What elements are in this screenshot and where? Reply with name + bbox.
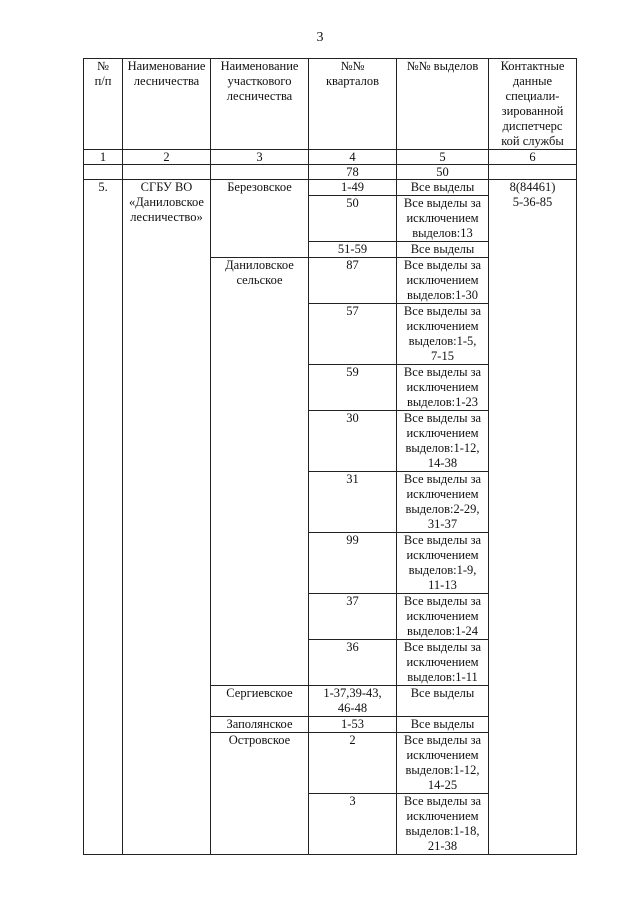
forestry-table — [83, 58, 577, 855]
district-name: Даниловское сельское — [211, 258, 309, 686]
divisions-cell: Все выделы за исключением выделов:1-9, 11-13 — [397, 533, 489, 594]
quarters-cell: 1-49 — [309, 180, 397, 196]
header-forestry: Наименование лесничества — [123, 59, 211, 150]
header-quarters: №№ кварталов — [309, 59, 397, 150]
divisions-cell: Все выделы за исключением выделов:1-12, 14-38 — [397, 411, 489, 472]
forestry-name: СГБУ ВО «Даниловское лесничество» — [123, 180, 211, 855]
column-number-row — [84, 150, 577, 165]
district-name: Островское — [211, 733, 309, 855]
table-row — [84, 180, 577, 196]
divisions-cell: Все выделы за исключением выделов:1-11 — [397, 640, 489, 686]
divisions-cell: Все выделы — [397, 242, 489, 258]
quarters-cell: 30 — [309, 411, 397, 472]
empty-cell — [489, 165, 577, 180]
quarters-cell: 2 — [309, 733, 397, 794]
district-name: Березовское — [211, 180, 309, 258]
table-body — [84, 165, 577, 855]
quarters-cell: 51-59 — [309, 242, 397, 258]
quarters-cell: 1-37,39-43, 46-48 — [309, 686, 397, 717]
divisions-cell: Все выделы за исключением выделов:2-29, 31-37 — [397, 472, 489, 533]
quarters-cell: 78 — [309, 165, 397, 180]
quarters-cell: 50 — [309, 196, 397, 242]
header-row — [84, 59, 577, 150]
empty-cell — [84, 165, 123, 180]
divisions-cell: Все выделы за исключением выделов:1-18, 21-38 — [397, 794, 489, 855]
divisions-cell: Все выделы за исключением выделов:1-30 — [397, 258, 489, 304]
quarters-cell: 31 — [309, 472, 397, 533]
header-contact: Контактные данные специали- зированной диспетчерс кой службы — [489, 59, 577, 150]
column-number: 2 — [123, 150, 211, 165]
quarters-cell: 59 — [309, 365, 397, 411]
quarters-cell: 57 — [309, 304, 397, 365]
column-number: 5 — [397, 150, 489, 165]
quarters-cell: 36 — [309, 640, 397, 686]
district-name: Сергиевское — [211, 686, 309, 717]
empty-cell — [123, 165, 211, 180]
quarters-cell: 87 — [309, 258, 397, 304]
header-number: № п/п — [84, 59, 123, 150]
divisions-cell: Все выделы — [397, 180, 489, 196]
column-number: 1 — [84, 150, 123, 165]
page-number: 3 — [316, 30, 324, 45]
column-number: 3 — [211, 150, 309, 165]
district-name: Заполянское — [211, 717, 309, 733]
header-district: Наименование участкового лесничества — [211, 59, 309, 150]
divisions-cell: Все выделы — [397, 686, 489, 717]
entry-number: 5. — [84, 180, 123, 855]
divisions-cell: Все выделы — [397, 717, 489, 733]
divisions-cell: Все выделы за исключением выделов:1-5, 7-15 — [397, 304, 489, 365]
quarters-cell: 37 — [309, 594, 397, 640]
continuation-row — [84, 165, 577, 180]
divisions-cell: 50 — [397, 165, 489, 180]
quarters-cell: 99 — [309, 533, 397, 594]
column-number: 6 — [489, 150, 577, 165]
divisions-cell: Все выделы за исключением выделов:1-23 — [397, 365, 489, 411]
contact-cell: 8(84461) 5-36-85 — [489, 180, 577, 855]
divisions-cell: Все выделы за исключением выделов:13 — [397, 196, 489, 242]
quarters-cell: 3 — [309, 794, 397, 855]
header-divisions: №№ выделов — [397, 59, 489, 150]
quarters-cell: 1-53 — [309, 717, 397, 733]
empty-cell — [211, 165, 309, 180]
divisions-cell: Все выделы за исключением выделов:1-12, 14-25 — [397, 733, 489, 794]
divisions-cell: Все выделы за исключением выделов:1-24 — [397, 594, 489, 640]
column-number: 4 — [309, 150, 397, 165]
